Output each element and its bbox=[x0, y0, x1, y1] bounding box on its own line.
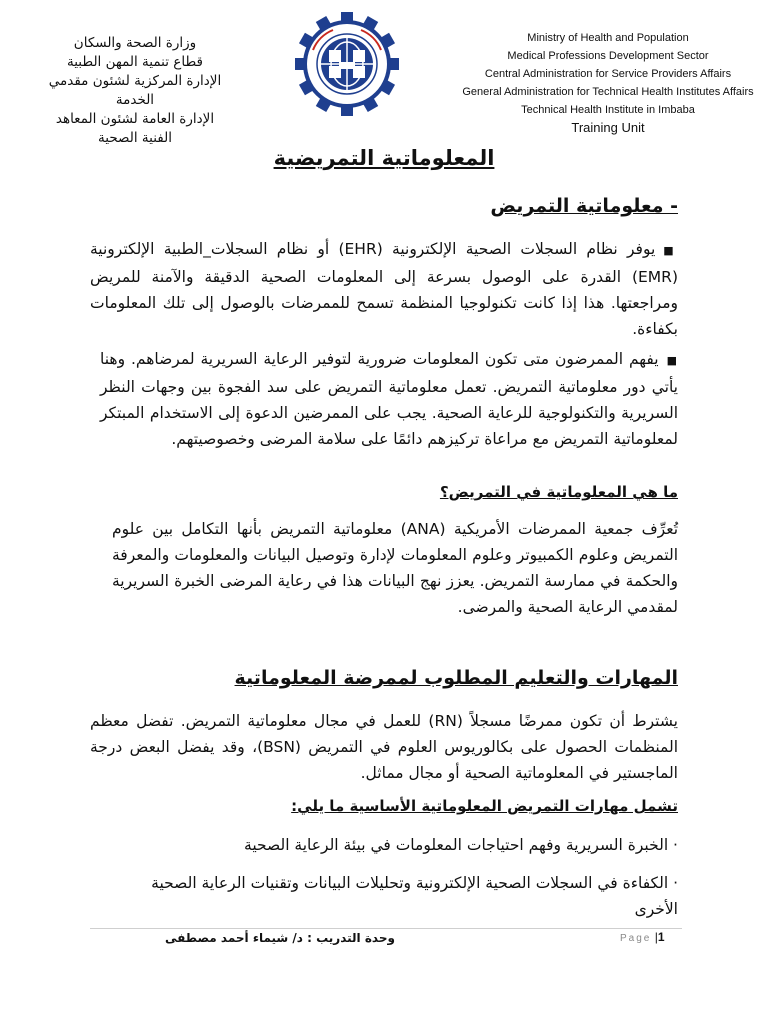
header-en-line: Technical Health Institute in Imbaba bbox=[521, 104, 695, 116]
section-heading-skills-education: المهارات والتعليم المطلوب لممرضة المعلوماتية bbox=[234, 667, 678, 689]
header-ar-line: الخدمة bbox=[115, 92, 155, 108]
header-ar-line: الإدارة العامة لشئون المعاهد bbox=[55, 111, 215, 127]
paragraph-ehr bbox=[90, 236, 678, 342]
footer-trainer-name: وحدة التدريب : د/ شيماء أحمد مصطفى bbox=[165, 931, 395, 945]
header-ar-line: الفنية الصحية bbox=[98, 130, 172, 146]
skill-item: · الخبرة السريرية وفهم احتياجات المعلومات في بيئة الرعاية الصحية bbox=[244, 836, 678, 854]
section-heading-what-is-informatics: ما هي المعلوماتية في التمريض؟ bbox=[439, 483, 678, 501]
footer-page-word: Page bbox=[620, 933, 652, 944]
bullet-icon: ■ bbox=[666, 354, 678, 367]
header-en-line: General Administration for Technical Health Institutes Affairs bbox=[462, 86, 754, 98]
header-arabic bbox=[30, 34, 240, 148]
paragraph-nurses-role-text: يفهم الممرضون متى تكون المعلومات ضرورية لتوفير الرعاية السريرية لمرضاهم. وهنا يأتي دور معلوماتية التمريض. تعمل معلوماتية التمريض على سد الفجوة بين وجهات النظر السريرية والتكنولوجية للرعاية الصحية. يجب على الممرضين الدعوة إلى الاستخدام المبتكر لمعلوماتية التمريض مع مراعاة تركيزهم دائمًا على سلامة المرضى وخصوصيتهم. bbox=[100, 350, 678, 448]
skill-item: · الكفاءة في السجلات الصحية الإلكترونية وتحليلات البيانات وتقنيات الرعاية الصحية الأخرى bbox=[151, 874, 678, 918]
footer-page-number bbox=[620, 930, 665, 944]
institute-logo bbox=[274, 12, 420, 116]
paragraph-ehr-text: يوفر نظام السجلات الصحية الإلكترونية (EHR) أو نظام السجلات_الطبية الإلكترونية (EMR) القدرة على الوصول بسرعة إلى المعلومات الصحية الدقيقة والآمنة للمريض ومراجعتها. هذا إذا كانت تكنولوجيا المنظمة تسمح للممرضات بالوصول إلى تلك المعلومات بكفاءة. bbox=[90, 240, 678, 338]
header-ar-line: قطاع تنمية المهن الطبية bbox=[66, 54, 203, 70]
footer-divider bbox=[90, 928, 682, 929]
bullet-icon: ■ bbox=[663, 244, 678, 257]
header-ar-line: الإدارة المركزية لشئون مقدمي bbox=[48, 73, 222, 89]
section-heading-nursing-informatics: - معلوماتية التمريض bbox=[490, 195, 678, 217]
header-unit: Training Unit bbox=[571, 120, 645, 135]
header-en-line: Ministry of Health and Population bbox=[527, 32, 689, 44]
subheading-core-skills: تشمل مهارات التمريض المعلوماتية الأساسية ما يلي: bbox=[291, 797, 678, 815]
paragraph-nurses-role bbox=[100, 346, 678, 452]
header-ar-line: وزارة الصحة والسكان bbox=[73, 35, 197, 51]
paragraph-rn-requirement: يشترط أن تكون ممرضًا مسجلاً (RN) للعمل في مجال معلوماتية التمريض. تفضل معظم المنظمات الحصول على بكالوريوس العلوم في التمريض (BSN)، وقد يفضل البعض درجة الماجستير في المعلوماتية الصحية أو مجال مماثل. bbox=[90, 712, 679, 782]
header-en-line: Medical Professions Development Sector bbox=[507, 50, 709, 62]
footer-page-num: 1 bbox=[657, 930, 665, 944]
footer-separator: | bbox=[654, 930, 658, 944]
document-title: المعلوماتية التمريضية bbox=[273, 146, 495, 170]
paragraph-ana-definition: تُعرِّف جمعية الممرضات الأمريكية (ANA) معلوماتية التمريض بأنها التكامل بين علوم التمريض وعلوم الكمبيوتر وعلوم المعلومات لإدارة وتوصيل البيانات والمعلومات والمعرفة والحكمة في ممارسة التمريض. يعزز نهج البيانات هذا في رعاية المرضى الخبرة السريرية لمقدمي الرعاية الصحية والمرضى. bbox=[112, 520, 679, 616]
header-english bbox=[440, 29, 768, 137]
header-en-line: Central Administration for Service Providers Affairs bbox=[484, 68, 732, 80]
